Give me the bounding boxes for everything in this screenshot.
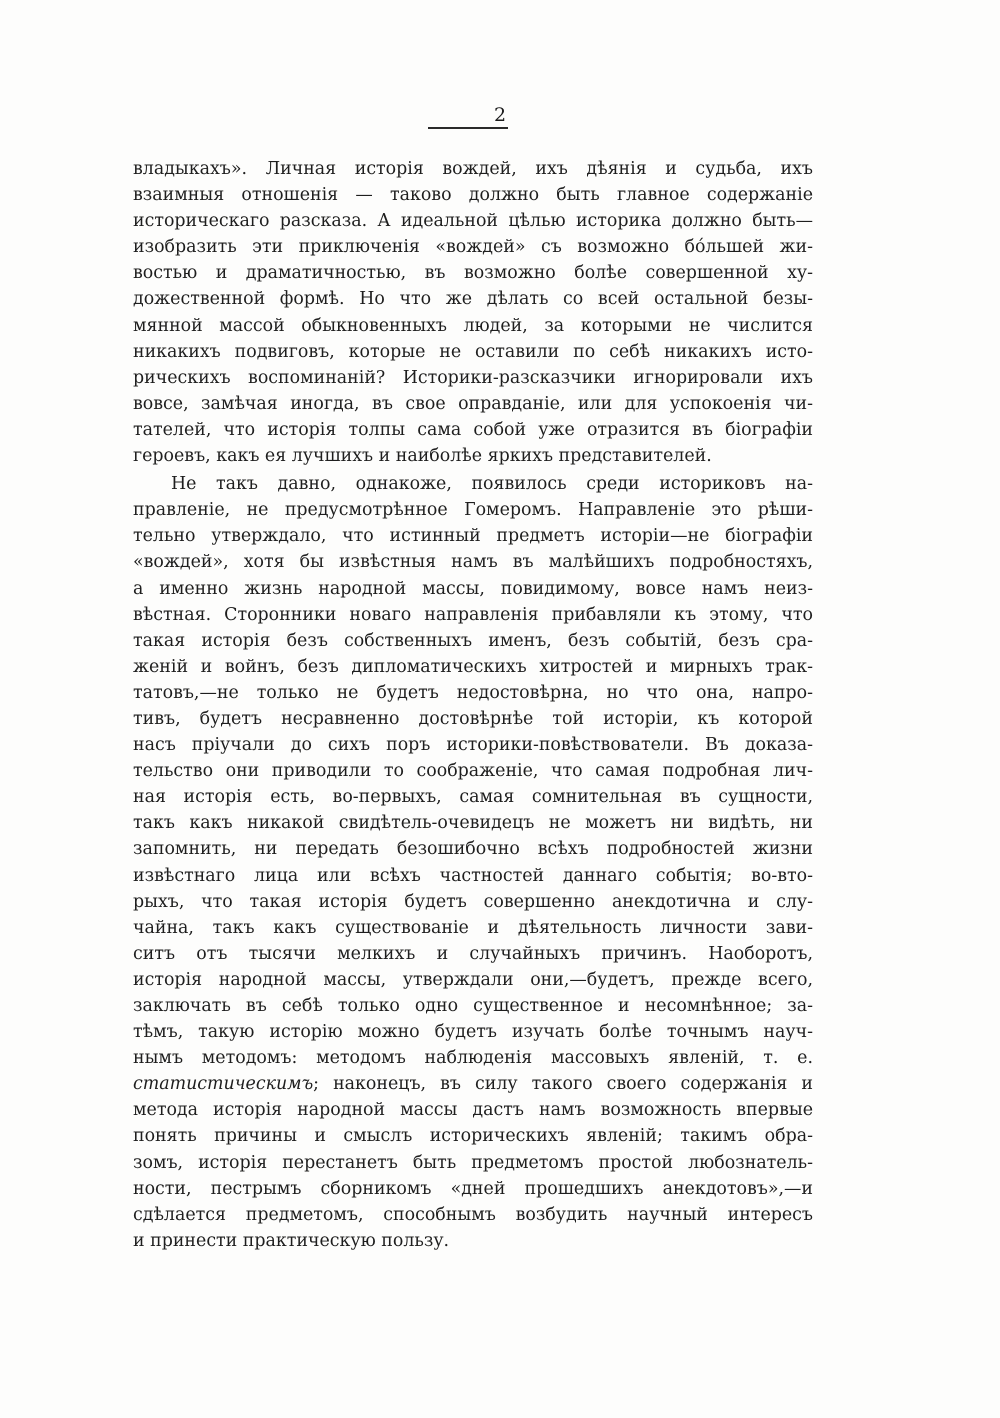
text-line: чайна, такъ какъ существованіе и дѣятельность личности зави- xyxy=(133,917,813,938)
page-number-rule xyxy=(428,127,508,129)
text-line: рыхъ, что такая исторія будетъ совершенно анекдотична и слу- xyxy=(133,891,813,912)
text-line: исторія народной массы, утверждали они,—будетъ, прежде всего, xyxy=(133,969,813,990)
text-line: востью и драматичностью, въ возможно болѣе совершенной ху- xyxy=(133,263,813,284)
italic-term: статистическимъ xyxy=(133,1074,314,1095)
text-line: вѣстная. Сторонники новаго направленія прибавляли къ этому, что xyxy=(133,604,813,625)
text-line: такая исторія безъ собственныхъ именъ, безъ событій, безъ сра- xyxy=(133,630,813,651)
text-line: изобразить эти приключенія «вождей» съ возможно бо́льшей жи- xyxy=(133,237,813,258)
text-line: «вождей», хотя бы извѣстныя намъ въ малѣйшихъ подробностяхъ, xyxy=(133,552,813,573)
text-line: извѣстнаго лица или всѣхъ частностей даннаго событія; во-вто- xyxy=(133,865,813,886)
text-line: героевъ, какъ ея лучшихъ и наиболѣе яркихъ представителей. xyxy=(133,446,712,467)
page-number-container xyxy=(0,104,1000,126)
text-line: и принести практическую пользу. xyxy=(133,1230,450,1251)
text-line: тателей, что исторія толпы сама собой уже отразится въ біографіи xyxy=(133,419,813,440)
text-line: рическихъ воспоминаній? Историки-разсказчики игнорировали ихъ xyxy=(133,367,813,388)
body-text xyxy=(133,156,813,1254)
text-line: сдѣлается предметомъ, способнымъ возбудить научный интересъ xyxy=(133,1204,813,1225)
text-line: насъ пріучали до сихъ поръ историки-повѣствователи. Въ доказа- xyxy=(133,735,813,756)
text-line: женій и войнъ, безъ дипломатическихъ хитростей и мирныхъ трак- xyxy=(133,656,813,677)
text-line: тельно утверждало, что истинный предметъ исторіи—не біографіи xyxy=(133,526,813,547)
text-line: а именно жизнь народной массы, повидимому, вовсе намъ неиз- xyxy=(133,578,813,599)
text-line: тѣмъ, такую исторію можно будетъ изучать болѣе точнымъ науч- xyxy=(133,1022,813,1043)
text-line: ситъ отъ тысячи мелкихъ и случайныхъ причинъ. Наоборотъ, xyxy=(133,943,813,964)
text-line: правленіе, не предусмотрѣнное Гомеромъ. Направленіе это рѣши- xyxy=(133,500,813,521)
text-line: тивъ, будетъ несравненно достовѣрнѣе той исторіи, къ которой xyxy=(133,708,813,729)
text-line: такъ какъ никакой свидѣтель-очевидецъ не можетъ ни видѣть, ни xyxy=(133,813,813,834)
text-line: понять причины и смыслъ историческихъ явленій; такимъ обра- xyxy=(133,1126,813,1147)
text-line: историческаго разсказа. А идеальной цѣлью историка должно быть— xyxy=(133,211,813,232)
text-line: нымъ методомъ: методомъ наблюденія массовыхъ явленій, т. е. xyxy=(133,1048,813,1069)
text-line: ная исторія есть, во-первыхъ, самая сомнительная въ сущности, xyxy=(133,787,813,808)
text-line: взаимныя отношенія — таково должно быть главное содержаніе xyxy=(133,185,813,206)
paragraph xyxy=(133,471,813,1254)
text-line: тельство они приводили то соображеніе, что самая подробная лич- xyxy=(133,761,813,782)
text-line: зомъ, исторія перестанетъ быть предметомъ простой любознатель- xyxy=(133,1152,813,1173)
text-line: дожественной формѣ. Но что же дѣлать со всей остальной безы- xyxy=(133,289,813,310)
page-number: 2 xyxy=(493,104,507,126)
text-line: никакихъ подвиговъ, которые не оставили по себѣ никакихъ исто- xyxy=(133,341,813,362)
text-line: запомнить, ни передать безошибочно всѣхъ подробностей жизни xyxy=(133,839,813,860)
text-line: татовъ,—не только не будетъ недостовѣрна, но что она, напро- xyxy=(133,682,813,703)
text-line: мянной массой обыкновенныхъ людей, за которыми не числится xyxy=(133,315,813,336)
line-rest: ; наконецъ, въ силу такого своего содержанія и xyxy=(313,1074,813,1095)
text-line xyxy=(133,1071,813,1097)
text-line: вовсе, замѣчая иногда, въ свое оправданіе, или для успокоенія чи- xyxy=(133,393,813,414)
text-line: метода исторія народной массы дастъ намъ возможность впервые xyxy=(133,1100,813,1121)
text-line: владыкахъ». Личная исторія вождей, ихъ дѣянія и судьба, ихъ xyxy=(133,159,813,179)
text-line: ности, пестрымъ сборникомъ «дней прошедшихъ анекдотовъ»,—и xyxy=(133,1178,813,1199)
paragraph xyxy=(133,156,813,469)
text-line: заключать въ себѣ только одно существенное и несомнѣнное; за- xyxy=(133,996,813,1016)
text-line: Не такъ давно, однакоже, появилось среди историковъ на- xyxy=(171,474,813,495)
